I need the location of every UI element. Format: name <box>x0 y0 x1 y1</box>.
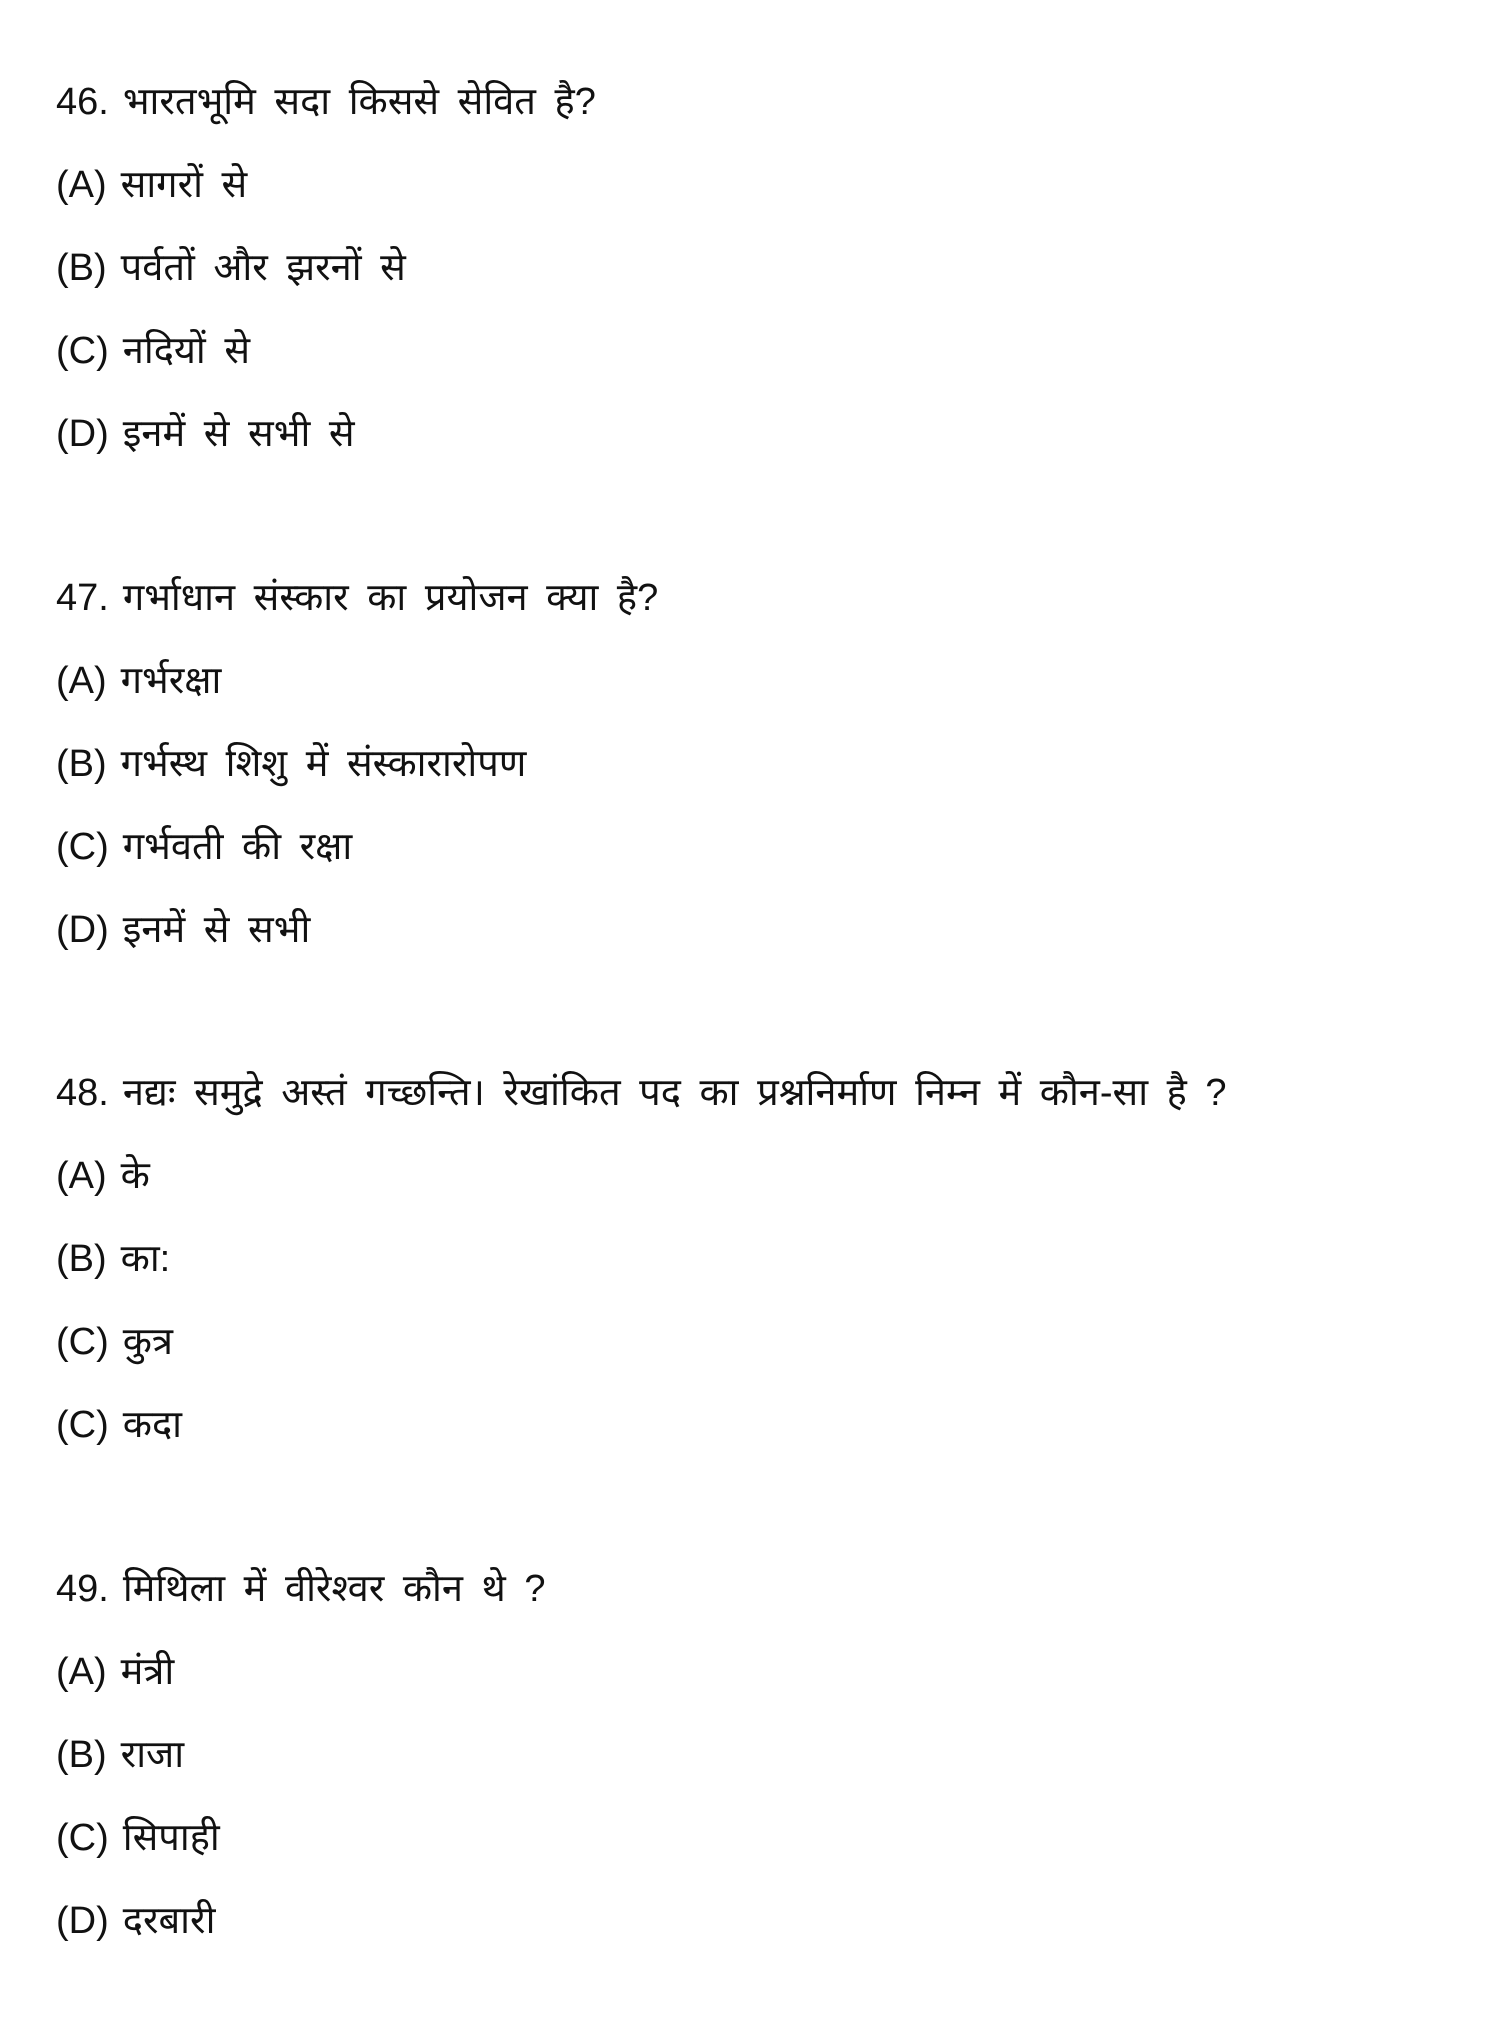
option <box>56 326 250 376</box>
option <box>56 1400 182 1450</box>
option-text: कदा <box>122 1404 182 1446</box>
option-label: (B) <box>56 1734 107 1776</box>
option-label: (B) <box>56 743 107 785</box>
option <box>56 1234 170 1284</box>
option <box>56 1896 215 1946</box>
option-text: का: <box>120 1238 171 1280</box>
option-text: मंत्री <box>120 1651 175 1693</box>
option-text: नदियों से <box>122 330 251 372</box>
option <box>56 739 526 789</box>
option-label: (A) <box>56 1651 107 1693</box>
option-label: (D) <box>56 909 109 951</box>
option-text: कुत्र <box>122 1321 173 1363</box>
option-label: (A) <box>56 660 107 702</box>
question-48 <box>56 1068 1226 1118</box>
option-text: दरबारी <box>122 1900 216 1942</box>
option-text: सागरों से <box>120 164 248 206</box>
question-text: नद्यः समुद्रे अस्तं गच्छन्ति। रेखांकित पद का प्रश्ननिर्माण निम्न में कौन-सा है ? <box>122 1072 1227 1114</box>
option-label: (C) <box>56 826 109 868</box>
option-label: (D) <box>56 1900 109 1942</box>
option-label: (C) <box>56 1817 109 1859</box>
question-47 <box>56 573 658 623</box>
question-number: 47. <box>56 577 109 619</box>
question-text: गर्भाधान संस्कार का प्रयोजन क्या है? <box>122 577 659 619</box>
option-label: (C) <box>56 1404 109 1446</box>
option-text: गर्भवती की रक्षा <box>122 826 353 868</box>
option-label: (A) <box>56 1155 107 1197</box>
question-46 <box>56 77 596 127</box>
option-label: (B) <box>56 247 107 289</box>
option <box>56 160 247 210</box>
option-label: (C) <box>56 1321 109 1363</box>
option <box>56 822 352 872</box>
option-text: राजा <box>120 1734 185 1776</box>
option-label: (D) <box>56 413 109 455</box>
option <box>56 905 310 955</box>
option-label: (C) <box>56 330 109 372</box>
option-text: के <box>120 1155 150 1197</box>
option-text: इनमें से सभी से <box>122 413 355 455</box>
option-label: (B) <box>56 1238 107 1280</box>
option-label: (A) <box>56 164 107 206</box>
option-text: सिपाही <box>122 1817 220 1859</box>
option <box>56 1317 173 1367</box>
option <box>56 656 221 706</box>
option <box>56 1647 174 1697</box>
question-text: मिथिला में वीरेश्वर कौन थे ? <box>122 1568 546 1610</box>
option <box>56 1813 220 1863</box>
option <box>56 1151 150 1201</box>
option-text: पर्वतों और झरनों से <box>120 247 406 289</box>
question-49 <box>56 1564 546 1614</box>
option-text: गर्भरक्षा <box>120 660 222 702</box>
question-number: 48. <box>56 1072 109 1114</box>
option-text: गर्भस्थ शिशु में संस्कारारोपण <box>120 743 527 785</box>
option <box>56 409 355 459</box>
question-number: 49. <box>56 1568 109 1610</box>
option <box>56 1730 184 1780</box>
option-text: इनमें से सभी <box>122 909 311 951</box>
option <box>56 243 406 293</box>
question-text: भारतभूमि सदा किससे सेवित है? <box>122 81 596 123</box>
question-number: 46. <box>56 81 109 123</box>
